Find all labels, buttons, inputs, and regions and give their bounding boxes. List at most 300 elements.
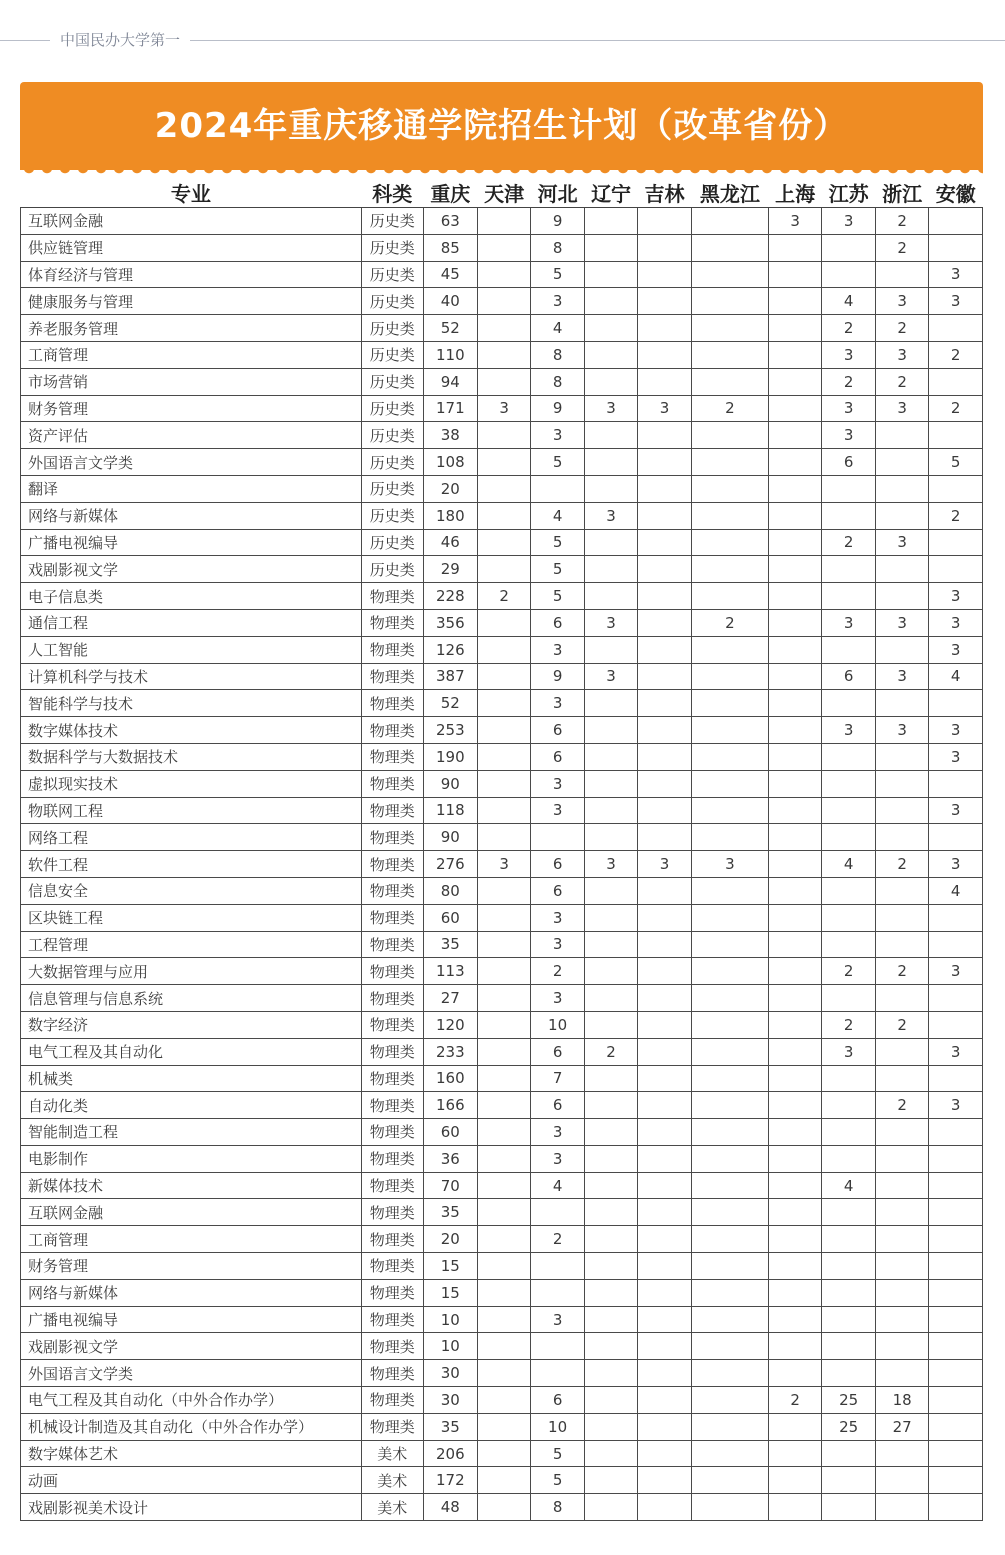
quota-cell — [822, 1145, 875, 1172]
quota-cell — [691, 556, 768, 583]
quota-cell — [875, 1172, 928, 1199]
quota-cell — [584, 449, 637, 476]
quota-cell — [584, 556, 637, 583]
quota-cell — [584, 1306, 637, 1333]
column-header: 浙江 — [875, 178, 928, 208]
quota-cell: 233 — [423, 1038, 477, 1065]
quota-cell — [875, 261, 928, 288]
header-brand: 中国民办大学第一 — [50, 30, 190, 50]
quota-cell: 2 — [768, 1387, 821, 1414]
major-cell: 区块链工程 — [21, 904, 362, 931]
category-cell: 历史类 — [361, 288, 423, 315]
category-cell: 物理类 — [361, 1038, 423, 1065]
quota-cell: 2 — [929, 502, 983, 529]
quota-cell — [477, 288, 530, 315]
quota-cell — [584, 583, 637, 610]
major-cell: 体育经济与管理 — [21, 261, 362, 288]
quota-cell — [768, 1119, 821, 1146]
quota-cell — [584, 1226, 637, 1253]
quota-cell — [584, 1494, 637, 1521]
quota-cell — [691, 1333, 768, 1360]
quota-cell: 6 — [531, 1092, 584, 1119]
major-cell: 广播电视编导 — [21, 1306, 362, 1333]
category-cell: 历史类 — [361, 208, 423, 235]
quota-cell — [691, 502, 768, 529]
quota-cell — [768, 1279, 821, 1306]
quota-cell — [531, 1199, 584, 1226]
quota-cell — [822, 583, 875, 610]
quota-cell — [768, 877, 821, 904]
quota-cell: 2 — [822, 315, 875, 342]
quota-cell — [822, 234, 875, 261]
major-cell: 供应链管理 — [21, 234, 362, 261]
quota-cell — [768, 529, 821, 556]
quota-cell: 3 — [531, 904, 584, 931]
quota-cell — [929, 1306, 983, 1333]
quota-cell: 36 — [423, 1145, 477, 1172]
quota-cell: 276 — [423, 851, 477, 878]
table-row — [21, 1119, 983, 1146]
table-row — [21, 315, 983, 342]
quota-cell — [477, 529, 530, 556]
quota-cell — [768, 1360, 821, 1387]
major-cell: 新媒体技术 — [21, 1172, 362, 1199]
column-header: 上海 — [768, 178, 821, 208]
category-cell: 物理类 — [361, 1360, 423, 1387]
quota-cell: 3 — [531, 1145, 584, 1172]
quota-cell: 4 — [531, 1172, 584, 1199]
quota-cell — [768, 743, 821, 770]
quota-cell — [584, 958, 637, 985]
table-row — [21, 1279, 983, 1306]
major-cell: 信息管理与信息系统 — [21, 985, 362, 1012]
quota-cell — [531, 1333, 584, 1360]
quota-cell: 5 — [531, 261, 584, 288]
quota-cell: 3 — [477, 395, 530, 422]
quota-cell: 3 — [875, 609, 928, 636]
quota-cell — [638, 556, 691, 583]
category-cell: 历史类 — [361, 341, 423, 368]
category-cell: 物理类 — [361, 1065, 423, 1092]
quota-cell — [584, 208, 637, 235]
quota-cell: 3 — [531, 1306, 584, 1333]
quota-cell — [691, 690, 768, 717]
quota-cell: 3 — [929, 717, 983, 744]
quota-cell: 3 — [822, 422, 875, 449]
quota-cell — [929, 422, 983, 449]
quota-cell — [477, 717, 530, 744]
quota-cell — [929, 1226, 983, 1253]
quota-cell: 2 — [875, 851, 928, 878]
major-cell: 市场营销 — [21, 368, 362, 395]
quota-cell: 113 — [423, 958, 477, 985]
quota-cell — [875, 1038, 928, 1065]
quota-cell: 20 — [423, 475, 477, 502]
quota-cell — [691, 1360, 768, 1387]
quota-cell: 2 — [691, 395, 768, 422]
category-cell: 物理类 — [361, 1119, 423, 1146]
quota-cell — [691, 1065, 768, 1092]
quota-cell: 63 — [423, 208, 477, 235]
quota-cell: 2 — [822, 368, 875, 395]
quota-cell — [768, 395, 821, 422]
quota-cell: 3 — [875, 341, 928, 368]
major-cell: 戏剧影视文学 — [21, 1333, 362, 1360]
quota-cell — [531, 475, 584, 502]
quota-cell: 5 — [531, 1467, 584, 1494]
quota-cell — [584, 288, 637, 315]
major-cell: 养老服务管理 — [21, 315, 362, 342]
quota-cell: 27 — [423, 985, 477, 1012]
quota-cell — [638, 315, 691, 342]
quota-cell — [584, 234, 637, 261]
quota-cell — [477, 208, 530, 235]
quota-cell — [584, 261, 637, 288]
quota-cell — [929, 1494, 983, 1521]
quota-cell — [477, 1494, 530, 1521]
quota-cell: 387 — [423, 663, 477, 690]
quota-cell: 2 — [584, 1038, 637, 1065]
quota-cell — [822, 1279, 875, 1306]
quota-cell: 9 — [531, 395, 584, 422]
quota-cell: 3 — [531, 770, 584, 797]
column-header: 江苏 — [822, 178, 875, 208]
quota-cell — [477, 1413, 530, 1440]
quota-cell — [691, 743, 768, 770]
quota-cell — [638, 690, 691, 717]
quota-cell — [768, 851, 821, 878]
quota-cell: 3 — [822, 717, 875, 744]
quota-cell — [822, 770, 875, 797]
major-cell: 机械设计制造及其自动化（中外合作办学） — [21, 1413, 362, 1440]
quota-cell — [822, 690, 875, 717]
quota-cell — [768, 234, 821, 261]
quota-cell: 5 — [929, 449, 983, 476]
quota-cell — [875, 931, 928, 958]
quota-cell: 46 — [423, 529, 477, 556]
table-body — [21, 208, 983, 1521]
quota-cell — [822, 904, 875, 931]
quota-cell: 90 — [423, 824, 477, 851]
quota-cell — [638, 1494, 691, 1521]
table-row — [21, 1467, 983, 1494]
quota-cell — [477, 1199, 530, 1226]
quota-cell: 3 — [531, 985, 584, 1012]
quota-cell: 8 — [531, 368, 584, 395]
quota-cell — [477, 1440, 530, 1467]
category-cell: 历史类 — [361, 502, 423, 529]
quota-cell — [584, 797, 637, 824]
quota-cell — [638, 904, 691, 931]
quota-cell: 29 — [423, 556, 477, 583]
quota-cell — [638, 341, 691, 368]
table-row — [21, 1145, 983, 1172]
quota-cell — [875, 797, 928, 824]
category-cell: 历史类 — [361, 261, 423, 288]
quota-cell — [822, 743, 875, 770]
quota-cell — [822, 556, 875, 583]
quota-cell: 4 — [822, 288, 875, 315]
quota-cell: 85 — [423, 234, 477, 261]
major-cell: 人工智能 — [21, 636, 362, 663]
quota-cell — [638, 931, 691, 958]
quota-cell — [875, 1494, 928, 1521]
table-row — [21, 1413, 983, 1440]
quota-cell — [691, 904, 768, 931]
quota-cell: 3 — [531, 636, 584, 663]
quota-cell — [691, 1145, 768, 1172]
quota-cell — [929, 1467, 983, 1494]
quota-cell — [768, 1306, 821, 1333]
quota-cell — [584, 743, 637, 770]
quota-cell — [691, 717, 768, 744]
quota-cell — [768, 1413, 821, 1440]
quota-cell — [638, 609, 691, 636]
quota-cell: 3 — [929, 636, 983, 663]
quota-cell — [691, 1172, 768, 1199]
major-cell: 资产评估 — [21, 422, 362, 449]
quota-cell — [477, 797, 530, 824]
category-cell: 物理类 — [361, 958, 423, 985]
quota-cell — [691, 1440, 768, 1467]
quota-cell — [584, 770, 637, 797]
quota-cell: 3 — [531, 288, 584, 315]
category-cell: 物理类 — [361, 1253, 423, 1280]
quota-cell — [768, 609, 821, 636]
quota-cell — [768, 475, 821, 502]
quota-cell — [822, 797, 875, 824]
quota-cell: 3 — [875, 529, 928, 556]
category-cell: 物理类 — [361, 797, 423, 824]
quota-cell: 8 — [531, 234, 584, 261]
quota-cell: 2 — [875, 234, 928, 261]
quota-cell — [691, 636, 768, 663]
quota-cell: 3 — [638, 395, 691, 422]
quota-cell — [638, 797, 691, 824]
quota-cell — [691, 583, 768, 610]
quota-cell: 3 — [638, 851, 691, 878]
table-row — [21, 1226, 983, 1253]
quota-cell — [768, 931, 821, 958]
major-cell: 数字媒体艺术 — [21, 1440, 362, 1467]
category-cell: 历史类 — [361, 529, 423, 556]
major-cell: 工商管理 — [21, 341, 362, 368]
quota-cell — [584, 341, 637, 368]
major-cell: 健康服务与管理 — [21, 288, 362, 315]
quota-cell — [875, 1199, 928, 1226]
quota-cell: 35 — [423, 931, 477, 958]
quota-cell: 90 — [423, 770, 477, 797]
column-header: 安徽 — [929, 178, 983, 208]
major-cell: 戏剧影视美术设计 — [21, 1494, 362, 1521]
major-cell: 虚拟现实技术 — [21, 770, 362, 797]
quota-cell — [875, 690, 928, 717]
quota-cell: 30 — [423, 1360, 477, 1387]
quota-cell — [584, 1145, 637, 1172]
major-cell: 电子信息类 — [21, 583, 362, 610]
quota-cell: 3 — [584, 395, 637, 422]
page-title: 2024年重庆移通学院招生计划（改革省份） — [154, 106, 849, 146]
category-cell: 物理类 — [361, 1199, 423, 1226]
quota-cell: 118 — [423, 797, 477, 824]
quota-cell: 3 — [929, 609, 983, 636]
column-header: 吉林 — [638, 178, 691, 208]
quota-cell: 166 — [423, 1092, 477, 1119]
quota-cell: 6 — [531, 851, 584, 878]
table-row — [21, 208, 983, 235]
quota-cell — [691, 234, 768, 261]
quota-cell — [768, 1172, 821, 1199]
category-cell: 物理类 — [361, 663, 423, 690]
quota-cell: 108 — [423, 449, 477, 476]
quota-cell — [768, 1467, 821, 1494]
quota-cell — [822, 1199, 875, 1226]
quota-cell: 3 — [822, 395, 875, 422]
category-cell: 物理类 — [361, 1172, 423, 1199]
quota-cell — [929, 770, 983, 797]
table-row — [21, 556, 983, 583]
quota-cell — [638, 1092, 691, 1119]
quota-cell: 52 — [423, 315, 477, 342]
enrollment-table — [20, 178, 983, 1521]
quota-cell: 10 — [531, 1413, 584, 1440]
quota-cell: 3 — [584, 663, 637, 690]
quota-cell: 3 — [929, 743, 983, 770]
category-cell: 物理类 — [361, 770, 423, 797]
quota-cell — [768, 904, 821, 931]
major-cell: 物联网工程 — [21, 797, 362, 824]
quota-cell — [638, 1413, 691, 1440]
quota-cell — [691, 1253, 768, 1280]
quota-cell — [477, 1038, 530, 1065]
category-cell: 物理类 — [361, 1413, 423, 1440]
category-cell: 历史类 — [361, 422, 423, 449]
quota-cell — [768, 1011, 821, 1038]
table-row — [21, 663, 983, 690]
major-cell: 大数据管理与应用 — [21, 958, 362, 985]
table-row — [21, 1387, 983, 1414]
table-header-row — [21, 178, 983, 208]
table-row — [21, 931, 983, 958]
table-row — [21, 851, 983, 878]
quota-cell: 2 — [822, 1011, 875, 1038]
major-cell: 互联网金融 — [21, 208, 362, 235]
quota-cell — [584, 904, 637, 931]
quota-cell — [638, 1119, 691, 1146]
quota-cell: 70 — [423, 1172, 477, 1199]
quota-cell — [929, 1387, 983, 1414]
quota-cell: 10 — [423, 1333, 477, 1360]
quota-cell — [929, 475, 983, 502]
quota-cell: 3 — [929, 958, 983, 985]
table-row — [21, 288, 983, 315]
quota-cell — [875, 1467, 928, 1494]
quota-cell: 4 — [531, 315, 584, 342]
category-cell: 物理类 — [361, 985, 423, 1012]
category-cell: 物理类 — [361, 690, 423, 717]
quota-cell — [584, 1333, 637, 1360]
quota-cell: 160 — [423, 1065, 477, 1092]
major-cell: 电影制作 — [21, 1145, 362, 1172]
quota-cell — [691, 1306, 768, 1333]
table-row — [21, 1333, 983, 1360]
major-cell: 信息安全 — [21, 877, 362, 904]
quota-cell: 25 — [822, 1413, 875, 1440]
table-row — [21, 1172, 983, 1199]
quota-cell: 60 — [423, 1119, 477, 1146]
major-cell: 财务管理 — [21, 395, 362, 422]
quota-cell: 20 — [423, 1226, 477, 1253]
quota-cell: 2 — [477, 583, 530, 610]
quota-cell — [822, 1440, 875, 1467]
quota-cell: 2 — [875, 958, 928, 985]
quota-cell — [531, 824, 584, 851]
quota-cell: 3 — [531, 422, 584, 449]
quota-cell — [691, 985, 768, 1012]
category-cell: 物理类 — [361, 824, 423, 851]
quota-cell — [875, 1119, 928, 1146]
quota-cell — [584, 1413, 637, 1440]
table-row — [21, 877, 983, 904]
quota-cell: 3 — [531, 797, 584, 824]
quota-cell: 3 — [584, 851, 637, 878]
quota-cell: 38 — [423, 422, 477, 449]
quota-cell: 6 — [822, 449, 875, 476]
quota-cell: 52 — [423, 690, 477, 717]
quota-cell — [477, 985, 530, 1012]
category-cell: 物理类 — [361, 636, 423, 663]
quota-cell — [638, 1199, 691, 1226]
quota-cell — [691, 1279, 768, 1306]
quota-cell — [477, 1065, 530, 1092]
column-header: 天津 — [477, 178, 530, 208]
quota-cell — [929, 690, 983, 717]
quota-cell — [875, 1226, 928, 1253]
quota-cell — [691, 877, 768, 904]
table-row — [21, 395, 983, 422]
quota-cell — [477, 1119, 530, 1146]
major-cell: 翻译 — [21, 475, 362, 502]
quota-cell: 8 — [531, 1494, 584, 1521]
quota-cell — [477, 556, 530, 583]
quota-cell: 3 — [875, 395, 928, 422]
quota-cell — [638, 529, 691, 556]
quota-cell: 2 — [875, 368, 928, 395]
quota-cell — [584, 690, 637, 717]
table-row — [21, 475, 983, 502]
quota-cell — [768, 1199, 821, 1226]
category-cell: 历史类 — [361, 234, 423, 261]
quota-cell — [691, 341, 768, 368]
quota-cell — [768, 690, 821, 717]
quota-cell: 2 — [531, 1226, 584, 1253]
quota-cell: 15 — [423, 1253, 477, 1280]
major-cell: 网络与新媒体 — [21, 502, 362, 529]
quota-cell — [822, 1333, 875, 1360]
table-row — [21, 341, 983, 368]
quota-cell — [768, 1253, 821, 1280]
quota-cell — [531, 1279, 584, 1306]
quota-cell — [638, 958, 691, 985]
quota-cell — [768, 985, 821, 1012]
quota-cell — [584, 1360, 637, 1387]
quota-cell: 6 — [531, 877, 584, 904]
major-cell: 戏剧影视文学 — [21, 556, 362, 583]
major-cell: 智能制造工程 — [21, 1119, 362, 1146]
quota-cell — [822, 824, 875, 851]
quota-cell: 3 — [929, 1092, 983, 1119]
quota-cell: 6 — [531, 743, 584, 770]
